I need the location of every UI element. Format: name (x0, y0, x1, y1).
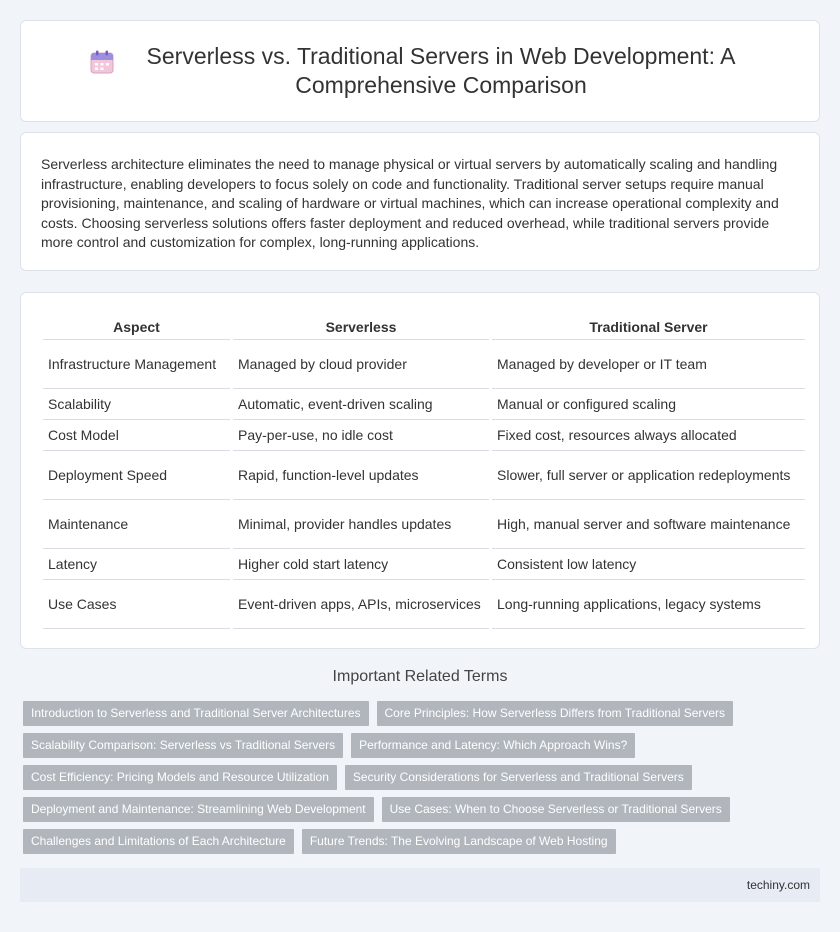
table-row (43, 389, 805, 420)
table-cell-serverless: Event-driven apps, APIs, microservices (233, 580, 489, 629)
page-title: Serverless vs. Traditional Servers in Web Development: A Comprehensive Comparison (146, 43, 736, 98)
related-term-tag[interactable]: Introduction to Serverless and Traditional Server Architectures (23, 701, 369, 726)
table-cell-aspect: Cost Model (43, 420, 230, 451)
table-cell-traditional: Consistent low latency (492, 549, 805, 580)
related-terms-list (23, 701, 823, 861)
tag-row (23, 829, 823, 854)
table-cell-serverless: Rapid, function-level updates (233, 451, 489, 500)
table-row (43, 500, 805, 549)
tag-row (23, 797, 823, 822)
related-term-tag[interactable]: Cost Efficiency: Pricing Models and Resource Utilization (23, 765, 337, 790)
table-cell-aspect: Maintenance (43, 500, 230, 549)
related-term-tag[interactable]: Future Trends: The Evolving Landscape of Web Hosting (302, 829, 616, 854)
column-header-aspect: Aspect (43, 313, 230, 340)
related-term-tag[interactable]: Performance and Latency: Which Approach Wins? (351, 733, 635, 758)
table-cell-aspect: Latency (43, 549, 230, 580)
table-cell-traditional: High, manual server and software maintenance (492, 500, 805, 549)
related-term-tag[interactable]: Challenges and Limitations of Each Architecture (23, 829, 294, 854)
table-cell-aspect: Use Cases (43, 580, 230, 629)
column-header-serverless: Serverless (233, 313, 489, 340)
table-cell-serverless: Higher cold start latency (233, 549, 489, 580)
table-cell-serverless: Minimal, provider handles updates (233, 500, 489, 549)
related-term-tag[interactable]: Security Considerations for Serverless and Traditional Servers (345, 765, 692, 790)
calendar-icon (89, 49, 115, 75)
table-row (43, 549, 805, 580)
table-cell-serverless: Pay-per-use, no idle cost (233, 420, 489, 451)
tag-row (23, 765, 823, 790)
table-row (43, 580, 805, 629)
table-cell-serverless: Managed by cloud provider (233, 340, 489, 389)
tag-row (23, 701, 823, 726)
table-cell-aspect: Scalability (43, 389, 230, 420)
table-cell-traditional: Managed by developer or IT team (492, 340, 805, 389)
table-cell-traditional: Slower, full server or application redeployments (492, 451, 805, 500)
table-row (43, 451, 805, 500)
table-cell-serverless: Automatic, event-driven scaling (233, 389, 489, 420)
table-header-row (43, 313, 805, 340)
table-cell-traditional: Long-running applications, legacy systems (492, 580, 805, 629)
table-cell-traditional: Fixed cost, resources always allocated (492, 420, 805, 451)
comparison-table (40, 313, 808, 629)
tag-row (23, 733, 823, 758)
intro-card (20, 132, 820, 271)
related-term-tag[interactable]: Use Cases: When to Choose Serverless or Traditional Servers (382, 797, 730, 822)
table-cell-traditional: Manual or configured scaling (492, 389, 805, 420)
table-cell-aspect: Deployment Speed (43, 451, 230, 500)
related-term-tag[interactable]: Core Principles: How Serverless Differs from Traditional Servers (377, 701, 734, 726)
footer-site-name: techiny.com (746, 878, 810, 892)
intro-paragraph: Serverless architecture eliminates the need to manage physical or virtual servers by automatically scaling and handling infrastructure, enabling developers to focus solely on code and functionality. Traditional server setups require manual provisioning, maintenance, and scaling of hardware or virtual machines, which can increase operational complexity and costs. Choosing serverless solutions offers faster deployment and reduced overhead, while traditional servers provide more control and customization for complex, long-running applications. (41, 156, 779, 250)
comparison-table-card (20, 292, 820, 649)
table-row (43, 420, 805, 451)
footer (20, 868, 820, 902)
column-header-traditional: Traditional Server (492, 313, 805, 340)
related-term-tag[interactable]: Deployment and Maintenance: Streamlining Web Development (23, 797, 374, 822)
related-term-tag[interactable]: Scalability Comparison: Serverless vs Traditional Servers (23, 733, 343, 758)
table-row (43, 340, 805, 389)
table-cell-aspect: Infrastructure Management (43, 340, 230, 389)
header (80, 42, 760, 100)
header-card (20, 20, 820, 122)
related-terms-heading: Important Related Terms (332, 668, 508, 685)
